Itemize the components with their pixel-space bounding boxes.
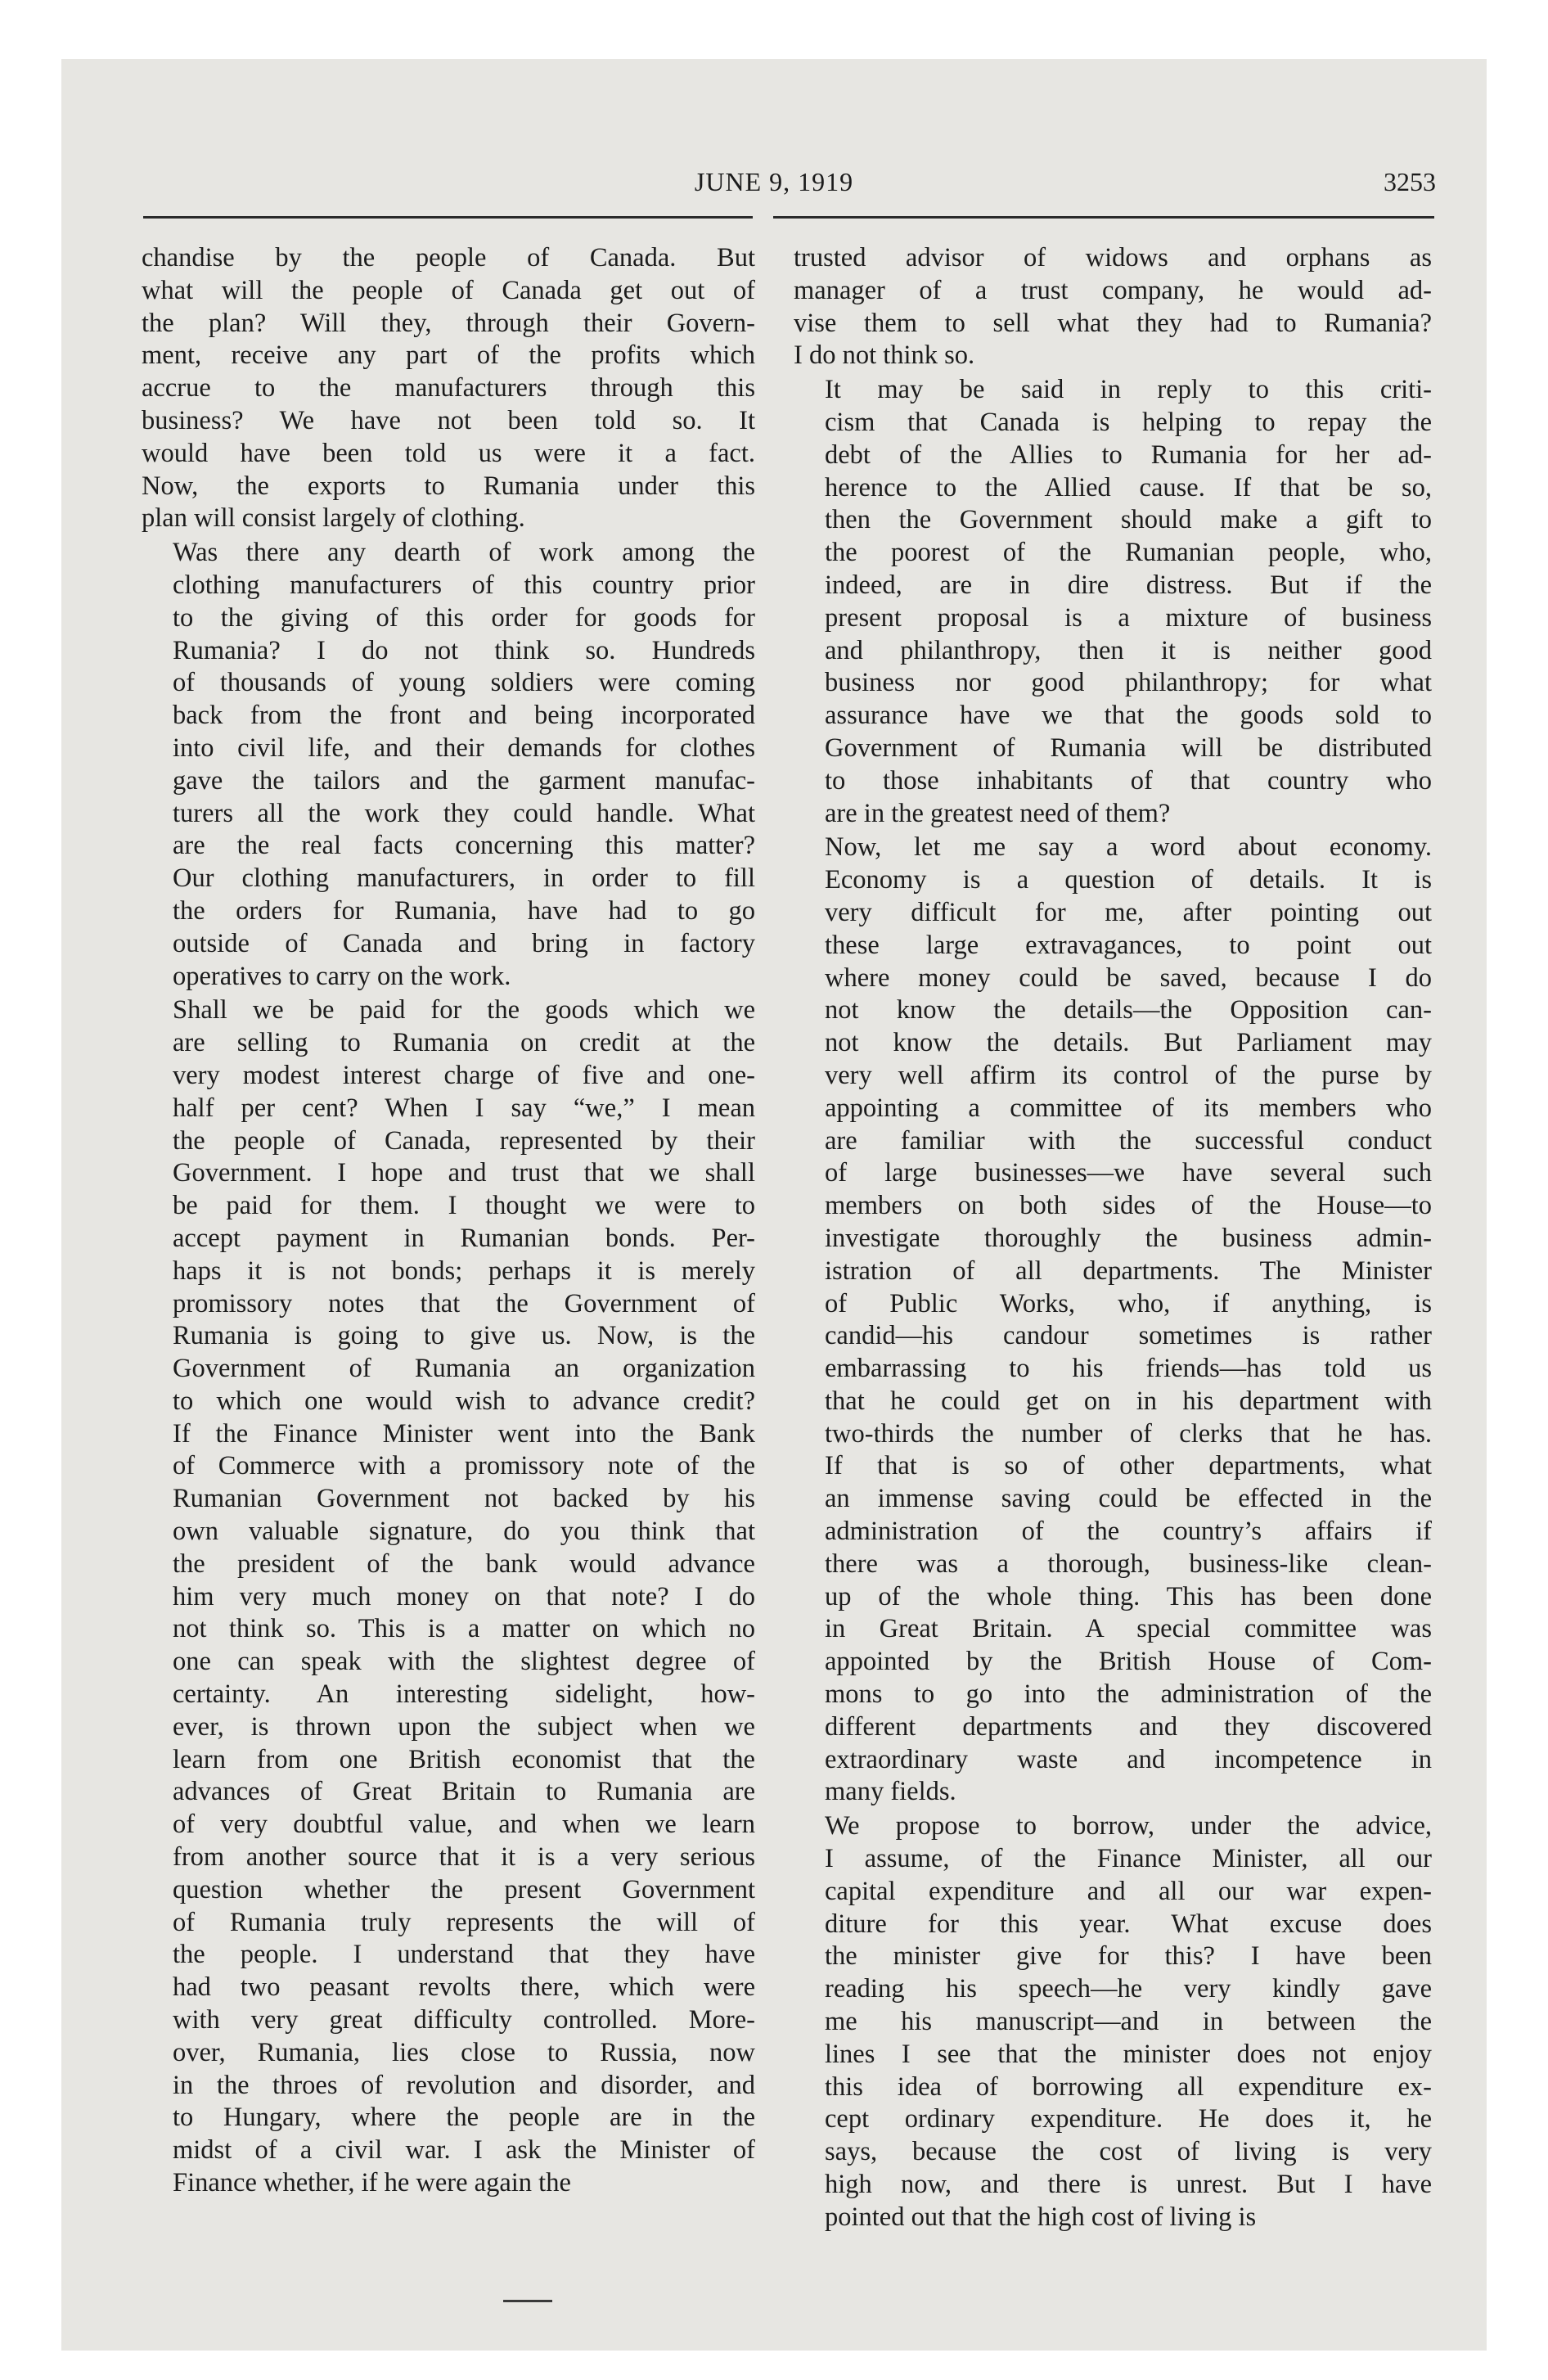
text-line: business? We have not been told so. It	[142, 405, 755, 435]
paragraph	[794, 242, 1432, 372]
text-line: of thousands of young soldiers were coming	[173, 668, 755, 698]
text-line: with very great difficulty controlled. More-	[173, 2005, 755, 2035]
text-line: had two peasant revolts there, which were	[173, 1972, 755, 2003]
text-line: It may be said in reply to this criti-	[825, 375, 1432, 405]
text-line: the president of the bank would advance	[173, 1548, 755, 1579]
text-line: chandise by the people of Canada. But	[142, 243, 755, 273]
text-line: If that is so of other departments, what	[825, 1451, 1432, 1481]
text-line: I do not think so.	[794, 340, 975, 371]
text-line: of very doubtful value, and when we learn	[173, 1810, 755, 1840]
text-line: an immense saving could be effected in the	[825, 1484, 1432, 1514]
text-line: members on both sides of the House—to	[825, 1191, 1432, 1221]
text-line: from another source that it is a very serious	[173, 1842, 755, 1873]
text-line: advances of Great Britain to Rumania are	[173, 1777, 755, 1807]
text-line: and philanthropy, then it is neither good	[825, 635, 1432, 665]
text-line: two-thirds the number of clerks that he has.	[825, 1418, 1432, 1449]
page-number: 3253	[1384, 167, 1436, 196]
text-line: question whether the present Government	[173, 1874, 755, 1904]
text-line: reading his speech—he very kindly gave	[825, 1974, 1432, 2004]
text-line: to Hungary, where the people are in the	[173, 2103, 755, 2133]
text-line: lines I see that the minister does not enjoy	[825, 2039, 1432, 2069]
text-line: what will the people of Canada get out of	[142, 275, 755, 305]
text-line: the poorest of the Rumanian people, who,	[825, 538, 1432, 568]
text-line: herence to the Allied cause. If that be so,	[825, 472, 1432, 503]
text-line: operatives to carry on the work.	[173, 961, 511, 991]
text-line: We propose to borrow, under the advice,	[825, 1811, 1432, 1841]
text-line: If the Finance Minister went into the Bank	[173, 1418, 755, 1449]
text-line: to those inhabitants of that country who	[825, 765, 1432, 796]
text-line: Rumania is going to give us. Now, is the	[173, 1321, 755, 1351]
text-line: Government. I hope and trust that we shall	[173, 1158, 755, 1188]
text-line: are selling to Rumania on credit at the	[173, 1028, 755, 1058]
text-line: candid—his candour sometimes is rather	[825, 1321, 1432, 1351]
text-line: cism that Canada is helping to repay the	[825, 407, 1432, 437]
text-line: learn from one British economist that the	[173, 1744, 755, 1774]
text-line: the plan? Will they, through their Govern-	[142, 308, 755, 338]
text-line: Now, let me say a word about economy.	[825, 832, 1432, 863]
text-line: there was a thorough, business-like clean-	[825, 1548, 1432, 1579]
text-line: says, because the cost of living is very	[825, 2137, 1432, 2167]
text-line: midst of a civil war. I ask the Minister of	[173, 2135, 755, 2166]
paragraph	[142, 537, 755, 993]
text-line: the people. I understand that they have	[173, 1940, 755, 1970]
text-line: capital expenditure and all our war expen-	[825, 1876, 1432, 1906]
text-line: Government of Rumania an organization	[173, 1354, 755, 1384]
text-line: Economy is a question of details. It is	[825, 865, 1432, 895]
text-line: this idea of borrowing all expenditure ex-	[825, 2071, 1432, 2102]
text-line: Shall we be paid for the goods which we	[173, 995, 755, 1025]
text-line: to the giving of this order for goods for	[173, 602, 755, 633]
text-line: over, Rumania, lies close to Russia, now	[173, 2037, 755, 2067]
text-line: the people of Canada, represented by their	[173, 1125, 755, 1156]
text-line: different departments and they discovered	[825, 1711, 1432, 1742]
text-line: Our clothing manufacturers, in order to fill	[173, 863, 755, 894]
text-line: mons to go into the administration of the	[825, 1679, 1432, 1710]
page-header	[61, 167, 1487, 208]
text-line: the minister give for this? I have been	[825, 1941, 1432, 1972]
text-line: Government of Rumania will be distributed	[825, 732, 1432, 763]
header-rule-left	[143, 216, 753, 219]
text-line: extraordinary waste and incompetence in	[825, 1744, 1432, 1774]
text-line: of Public Works, who, if anything, is	[825, 1288, 1432, 1318]
text-line: certainty. An interesting sidelight, how-	[173, 1679, 755, 1710]
text-line: up of the whole thing. This has been done	[825, 1581, 1432, 1611]
text-line: haps it is not bonds; perhaps it is merely	[173, 1255, 755, 1286]
text-line: would have been told us were it a fact.	[142, 438, 755, 468]
text-line: are the real facts concerning this matter?	[173, 831, 755, 861]
text-line: I assume, of the Finance Minister, all our	[825, 1844, 1432, 1874]
header-date: JUNE 9, 1919	[694, 167, 854, 196]
text-line: into civil life, and their demands for clothes	[173, 732, 755, 763]
text-line: indeed, are in dire distress. But if the	[825, 570, 1432, 600]
text-line: be paid for them. I thought we were to	[173, 1191, 755, 1221]
text-line: Now, the exports to Rumania under this	[142, 471, 755, 501]
paragraph	[142, 994, 755, 2199]
text-line: clothing manufacturers of this country prior	[173, 570, 755, 600]
text-line: ment, receive any part of the profits which	[142, 340, 755, 371]
text-line: appointed by the British House of Com-	[825, 1647, 1432, 1677]
text-line: vise them to sell what they had to Rumania?	[794, 308, 1432, 338]
paragraph	[142, 242, 755, 535]
text-line: trusted advisor of widows and orphans as	[794, 243, 1432, 273]
text-line: assurance have we that the goods sold to	[825, 701, 1432, 731]
text-line: very well affirm its control of the purse by	[825, 1060, 1432, 1090]
newspaper-page	[61, 59, 1487, 2351]
bottom-mark	[503, 2300, 552, 2302]
text-line: embarrassing to his friends—has told us	[825, 1354, 1432, 1384]
paragraph	[794, 1810, 1432, 2234]
text-line: that he could get on in his department with	[825, 1386, 1432, 1416]
text-line: of Commerce with a promissory note of the	[173, 1451, 755, 1481]
right-column	[794, 242, 1432, 2272]
text-line: own valuable signature, do you think that	[173, 1517, 755, 1547]
text-line: half per cent? When I say “we,” I mean	[173, 1093, 755, 1123]
text-line: istration of all departments. The Minister	[825, 1255, 1432, 1286]
text-line: in Great Britain. A special committee was	[825, 1614, 1432, 1644]
text-line: him very much money on that note? I do	[173, 1581, 755, 1611]
text-line: these large extravagances, to point out	[825, 930, 1432, 960]
text-line: the orders for Rumania, have had to go	[173, 895, 755, 926]
left-column	[142, 242, 755, 2272]
text-line: ever, is thrown upon the subject when we	[173, 1711, 755, 1742]
text-line: present proposal is a mixture of business	[825, 602, 1432, 633]
text-line: back from the front and being incorporated	[173, 701, 755, 731]
text-line: Was there any dearth of work among the	[173, 538, 755, 568]
text-line: very difficult for me, after pointing out	[825, 897, 1432, 927]
text-line: debt of the Allies to Rumania for her ad-	[825, 439, 1432, 470]
text-line: to which one would wish to advance credit?	[173, 1386, 755, 1416]
text-line: where money could be saved, because I do	[825, 962, 1432, 993]
paragraph	[794, 374, 1432, 830]
text-line: accept payment in Rumanian bonds. Per-	[173, 1223, 755, 1253]
text-line: Rumanian Government not backed by his	[173, 1484, 755, 1514]
text-line: are familiar with the successful conduct	[825, 1125, 1432, 1156]
text-line: appointing a committee of its members who	[825, 1093, 1432, 1123]
text-line: pointed out that the high cost of living is	[825, 2202, 1257, 2232]
text-line: outside of Canada and bring in factory	[173, 928, 755, 958]
text-line: manager of a trust company, he would ad-	[794, 275, 1432, 305]
text-line: then the Government should make a gift to	[825, 505, 1432, 535]
text-line: cept ordinary expenditure. He does it, he	[825, 2104, 1432, 2134]
text-line: many fields.	[825, 1777, 956, 1807]
text-line: administration of the country’s affairs if	[825, 1517, 1432, 1547]
text-line: high now, and there is unrest. But I have	[825, 2170, 1432, 2200]
text-line: diture for this year. What excuse does	[825, 1909, 1432, 1939]
text-line: investigate thoroughly the business admin-	[825, 1223, 1432, 1253]
text-line: in the throes of revolution and disorder, and	[173, 2070, 755, 2100]
paragraph	[794, 832, 1432, 1809]
header-rule-right	[773, 216, 1434, 219]
text-line: of large businesses—we have several such	[825, 1158, 1432, 1188]
text-line: turers all the work they could handle. What	[173, 798, 755, 828]
text-line: promissory notes that the Government of	[173, 1288, 755, 1318]
text-line: very modest interest charge of five and one-	[173, 1060, 755, 1090]
text-line: of Rumania truly represents the will of	[173, 1907, 755, 1937]
text-line: not know the details. But Parliament may	[825, 1028, 1432, 1058]
text-line: Rumania? I do not think so. Hundreds	[173, 635, 755, 665]
text-line: me his manuscript—and in between the	[825, 2007, 1432, 2037]
text-line: are in the greatest need of them?	[825, 798, 1171, 828]
text-line: not think so. This is a matter on which no	[173, 1614, 755, 1644]
text-line: plan will consist largely of clothing.	[142, 503, 525, 534]
text-line: Finance whether, if he were again the	[173, 2168, 571, 2198]
text-line: business nor good philanthropy; for what	[825, 668, 1432, 698]
text-line: one can speak with the slightest degree of	[173, 1647, 755, 1677]
text-line: accrue to the manufacturers through this	[142, 373, 755, 403]
text-line: not know the details—the Opposition can-	[825, 995, 1432, 1025]
text-line: gave the tailors and the garment manufac-	[173, 765, 755, 796]
